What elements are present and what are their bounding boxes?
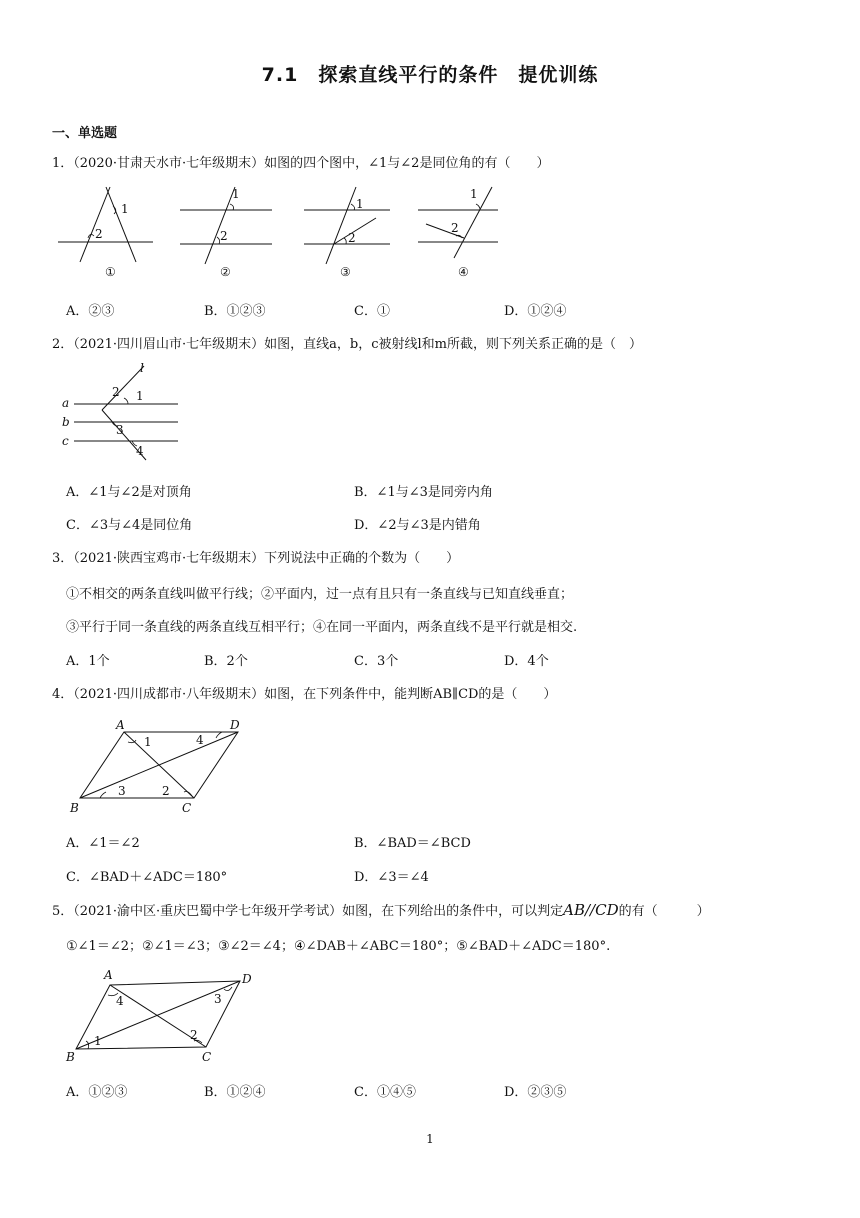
q1-fig4-angle-2: 2 bbox=[451, 221, 459, 235]
q3-stem: 3．（2021·陕西宝鸡市·七年级期末）下列说法中正确的个数为（ ） bbox=[52, 551, 460, 566]
q3-option-c: C．3个 bbox=[354, 654, 399, 669]
page-title: 7.1 探索直线平行的条件 提优训练 bbox=[261, 64, 599, 86]
q4-figure bbox=[66, 712, 256, 822]
q5-stem bbox=[52, 900, 710, 919]
q5-conditions: ①∠1＝∠2；②∠1＝∠3；③∠2＝∠4；④∠DAB＋∠ABC＝180°；⑤∠BAD＋∠ADC＝180°. bbox=[66, 939, 611, 954]
q4-option-d: D．∠3＝∠4 bbox=[354, 870, 429, 885]
q4-stem: 4．（2021·四川成都市·八年级期末）如图，在下列条件中，能判断AB∥CD的是（ ） bbox=[52, 687, 557, 702]
q5-stem-text: 5．（2021·渝中区·重庆巴蜀中学七年级开学考试）如图，在下列给出的条件中，可以判定 bbox=[52, 904, 564, 919]
q5-angle-2: 2 bbox=[190, 1028, 198, 1042]
q5-option-b: B．①②④ bbox=[204, 1085, 266, 1100]
q4-angle-2: 2 bbox=[162, 784, 170, 798]
q1-figure-1 bbox=[58, 182, 158, 282]
q3-statements-1: ①不相交的两条直线叫做平行线；②平面内，过一点有且只有一条直线与已知直线垂直； bbox=[66, 587, 574, 602]
q4-point-c: C bbox=[182, 801, 192, 815]
q2-line-b: b bbox=[62, 415, 70, 429]
q5-point-a: A bbox=[104, 968, 113, 982]
q3-option-b: B．2个 bbox=[204, 654, 248, 669]
q1-figure-3 bbox=[304, 182, 404, 282]
q1-figure-2 bbox=[180, 182, 280, 282]
q1-fig1-label: ① bbox=[105, 265, 116, 279]
q1-fig3-angle-2: 2 bbox=[348, 231, 356, 245]
q5-option-d: D．②③⑤ bbox=[504, 1085, 567, 1100]
q2-option-c: C．∠3与∠4是同位角 bbox=[66, 518, 193, 533]
q2-figure bbox=[60, 360, 190, 470]
q5-option-c: C．①④⑤ bbox=[354, 1085, 416, 1100]
q2-option-b: B．∠1与∠3是同旁内角 bbox=[354, 485, 493, 500]
q1-figure-4 bbox=[418, 182, 518, 282]
q5-point-c: C bbox=[202, 1050, 212, 1064]
q5-angle-1: 1 bbox=[94, 1034, 102, 1048]
q4-option-b: B．∠BAD＝∠BCD bbox=[354, 836, 471, 851]
q4-angle-4: 4 bbox=[196, 733, 204, 747]
q1-fig3-angle-1: 1 bbox=[356, 197, 364, 211]
q5-angle-4: 4 bbox=[116, 994, 124, 1008]
q5-stem-tail: 的有（ ） bbox=[618, 904, 710, 919]
q2-angle-4: 4 bbox=[136, 444, 144, 458]
q1-stem: 1．（2020·甘肃天水市·七年级期末）如图的四个图中，∠1与∠2是同位角的有（ ） bbox=[52, 156, 550, 171]
q5-stem-math: AB//CD bbox=[563, 901, 619, 919]
q1-option-c: C．① bbox=[354, 304, 390, 319]
page-number: 1 bbox=[426, 1132, 434, 1146]
q1-fig4-label: ④ bbox=[458, 265, 469, 279]
q2-angle-3: 3 bbox=[116, 423, 124, 437]
q2-angle-1: 1 bbox=[136, 389, 144, 403]
q4-angle-3: 3 bbox=[118, 784, 126, 798]
q4-angle-1: 1 bbox=[144, 735, 152, 749]
q1-fig2-angle-1: 1 bbox=[232, 187, 240, 201]
q3-option-a: A．1个 bbox=[66, 654, 110, 669]
q2-stem: 2．（2021·四川眉山市·七年级期末）如图，直线a，b，c被射线l和m所截，则下列关系正确的是（ ） bbox=[52, 337, 642, 352]
q3-option-d: D．4个 bbox=[504, 654, 549, 669]
q4-point-b: B bbox=[70, 801, 79, 815]
q2-option-d: D．∠2与∠3是内错角 bbox=[354, 518, 481, 533]
q1-option-b: B．①②③ bbox=[204, 304, 266, 319]
q1-fig2-label: ② bbox=[220, 265, 231, 279]
q1-option-a: A．②③ bbox=[66, 304, 115, 319]
q5-angle-3: 3 bbox=[214, 992, 222, 1006]
q4-point-d: D bbox=[230, 718, 240, 732]
q5-option-a: A．①②③ bbox=[66, 1085, 128, 1100]
q1-fig2-angle-2: 2 bbox=[220, 229, 228, 243]
q4-point-a: A bbox=[116, 718, 125, 732]
q2-option-a: A．∠1与∠2是对顶角 bbox=[66, 485, 192, 500]
q1-fig3-label: ③ bbox=[340, 265, 351, 279]
q4-option-c: C．∠BAD＋∠ADC＝180° bbox=[66, 870, 228, 885]
section-heading: 一、单选题 bbox=[52, 126, 118, 141]
q1-fig1-angle-1: 1 bbox=[121, 202, 129, 216]
q1-fig1-angle-2: 2 bbox=[95, 227, 103, 241]
q4-option-a: A．∠1＝∠2 bbox=[66, 836, 140, 851]
q5-point-b: B bbox=[66, 1050, 75, 1064]
q5-figure bbox=[62, 965, 262, 1065]
q2-line-a: a bbox=[62, 396, 70, 410]
q3-statements-2: ③平行于同一条直线的两条直线互相平行；④在同一平面内，两条直线不是平行就是相交. bbox=[66, 620, 578, 635]
q2-line-c: c bbox=[62, 434, 69, 448]
q1-option-d: D．①②④ bbox=[504, 304, 567, 319]
q2-angle-2: 2 bbox=[112, 385, 120, 399]
q1-fig4-angle-1: 1 bbox=[470, 187, 478, 201]
q2-line-l: l bbox=[140, 361, 144, 375]
q5-point-d: D bbox=[242, 972, 252, 986]
